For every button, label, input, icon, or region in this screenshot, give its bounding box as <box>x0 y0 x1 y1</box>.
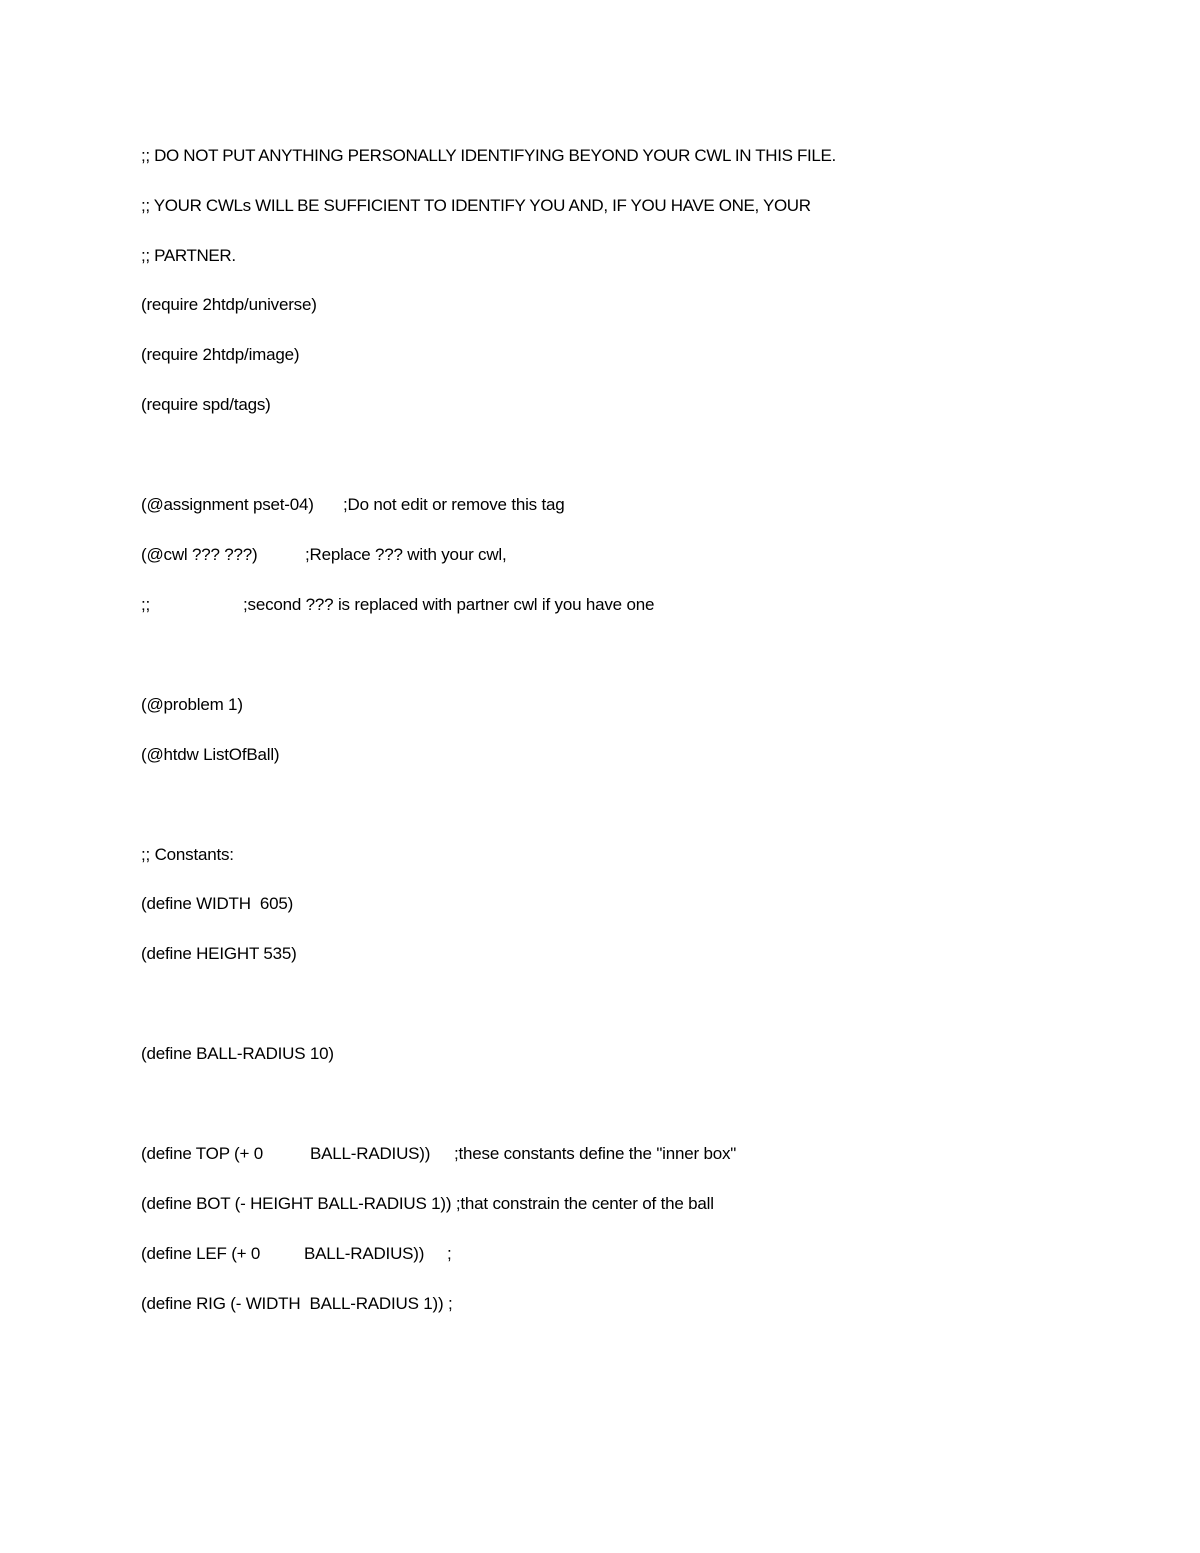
cwl-continuation-line <box>141 592 841 618</box>
bot-definition-line: (define BOT (- HEIGHT BALL-RADIUS 1)) ;that constrain the center of the ball <box>141 1194 714 1213</box>
top-definition-code-a: (define TOP (+ 0 <box>141 1144 264 1163</box>
cwl-tag: (@cwl ??? ???) <box>141 545 258 564</box>
cwl-comment: ;Replace ??? with your cwl, <box>305 545 507 564</box>
top-definition-code-b: BALL-RADIUS)) <box>310 1144 431 1163</box>
header-comment-line-1: ;; DO NOT PUT ANYTHING PERSONALLY IDENTIFYING BEYOND YOUR CWL IN THIS FILE. <box>141 146 836 165</box>
assignment-tag: (@assignment pset-04) <box>141 495 314 514</box>
lef-definition-comment: ; <box>447 1244 452 1263</box>
width-definition: (define WIDTH 605) <box>141 894 294 913</box>
require-tags-line: (require spd/tags) <box>141 395 271 414</box>
lef-definition-code-a: (define LEF (+ 0 <box>141 1244 261 1263</box>
assignment-line <box>141 492 841 518</box>
constants-heading: ;; Constants: <box>141 845 234 864</box>
htdw-tag-line: (@htdw ListOfBall) <box>141 745 280 764</box>
header-comment-line-2: ;; YOUR CWLs WILL BE SUFFICIENT TO IDENTIFY YOU AND, IF YOU HAVE ONE, YOUR <box>141 196 811 215</box>
require-universe-line: (require 2htdp/universe) <box>141 295 317 314</box>
require-image-line: (require 2htdp/image) <box>141 345 300 364</box>
ball-radius-definition: (define BALL-RADIUS 10) <box>141 1044 334 1063</box>
top-definition-line <box>141 1141 841 1167</box>
problem-tag-line: (@problem 1) <box>141 695 243 714</box>
assignment-comment: ;Do not edit or remove this tag <box>343 495 565 514</box>
rig-definition-line: (define RIG (- WIDTH BALL-RADIUS 1)) ; <box>141 1294 453 1313</box>
cwl-line <box>141 542 841 568</box>
cwl-continuation-code: ;; <box>141 595 151 614</box>
height-definition: (define HEIGHT 535) <box>141 944 297 963</box>
top-definition-comment: ;these constants define the "inner box" <box>454 1144 737 1163</box>
lef-definition-code-b: BALL-RADIUS)) <box>304 1244 425 1263</box>
lef-definition-line <box>141 1241 841 1267</box>
header-comment-line-3: ;; PARTNER. <box>141 246 236 265</box>
cwl-continuation-comment: ;second ??? is replaced with partner cwl if you have one <box>243 595 655 614</box>
